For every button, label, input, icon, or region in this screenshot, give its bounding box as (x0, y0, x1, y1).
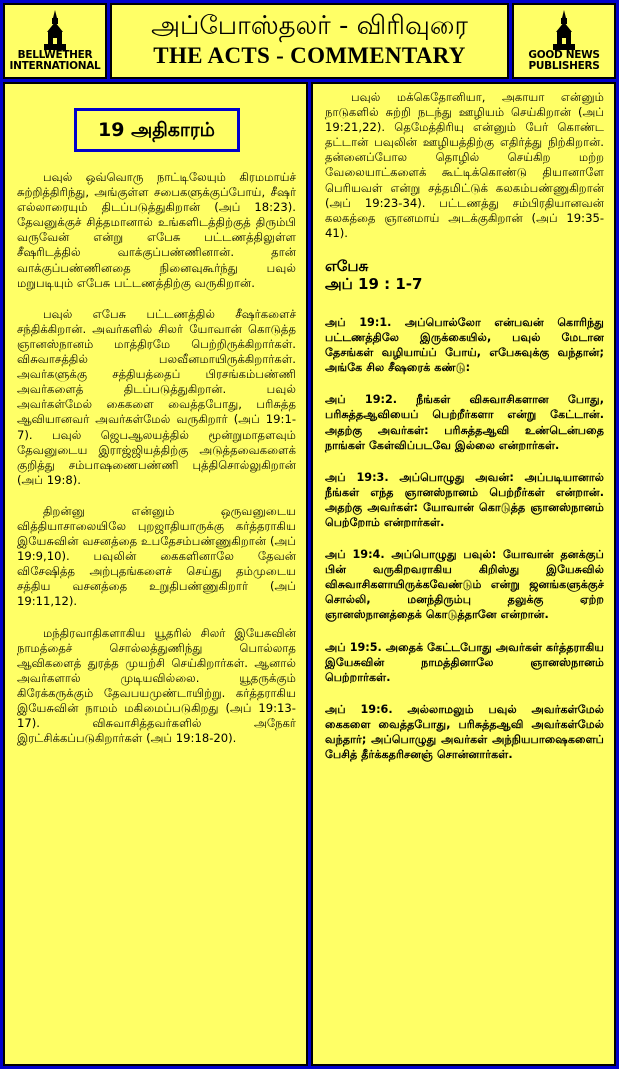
title-english: THE ACTS - COMMENTARY (153, 43, 466, 68)
paragraph-1: பவுல் ஒவ்வொரு நாட்டிலேயும் கிரமமாய்ச் சுற்றித்திரிந்து, அங்குள்ள சபைகளுக்குப்போய், சீஷர் எல்லாரையும் திடப்படுத்துகிறான் (அப் 18:23). தேவனுக்குச் சித்தமானால் உங்களிடத்திற்குத் திரும்பி வருவேன் என்று எபேசு பட்டணத்திலுள்ள சீஷரிடத்தில் வாக்குப்பண்ணினான். தான் வாக்குப்பண்ணினதை நினைவுகூர்ந்து பவுல் மறுபடியும் எபேசு பட்டணத்திற்கு வருகிறான். (17, 170, 296, 290)
chapter-label: 19 அதிகாரம் (74, 108, 240, 152)
right-logo-text: GOOD NEWS PUBLISHERS (528, 49, 600, 72)
church-tower-icon (553, 10, 575, 50)
page-header (110, 3, 509, 79)
paragraph-2: பவுல் எபேசு பட்டணத்தில் சீஷர்களைச் சந்திக்கிறான். அவர்களில் சிலர் யோவான் கொடுத்த ஞானஸ்நானம் மாத்திரமே பெற்றிருக்கிறார்கள். விசுவாசத்தில் பலவீனமாயிருக்கிறார்கள். அவர்களுக்கு சத்தியத்தைப் பிரசங்கம்பண்ணி அவர்களைத் திடப்படுத்துகிறான். பவுல் அவர்கள்மேல் கைகளை வைத்தபோது, பரிசுத்த ஆவியானவர் அவர்கள்மேல் வருகிறார் (அப் 19:1-7). பவுல் ஜெபஆலயத்தில் மூன்றுமாதளவும் தேவனுடைய இராஜ்ஜியத்திற்கு அடுத்தவைகளைக் குறித்து சம்பாஷணைபண்ணி புத்திசொல்லுகிறான் (அப் 19:8). (17, 306, 296, 487)
right-column (311, 82, 616, 1066)
verse-19-2: அப் 19:2. நீங்கள் விசுவாசிகளான போது, பரிசுத்தஆவியைப் பெற்றீர்களா என்று கேட்டான். அதற்கு அவர்கள்: பரிசுத்தஆவி உண்டென்பதை நாங்கள் கேள்விப்படவே இல்லை என்றார்கள். (325, 393, 604, 452)
verse-19-1: அப் 19:1. அப்பொல்லோ என்பவன் கொரிந்து பட்டணத்திலே இருக்கையில், பவுல் மேடான தேசங்கள் வழியாய்ப் போய், எபேசுவுக்கு வந்தான்; அங்கே சில சீஷரைக் கண்டு: (325, 315, 604, 375)
summary-paragraph: பவுல் மக்கெதோனியா, அகாயா என்னும் நாடுகளில் சுற்றி நடந்து ஊழியம் செய்கிறான் (அப் 19:21,22). தெமேத்திரியு என்னும் பேர் கொண்ட தட்டான் பவுலின் ஊழியத்திற்கு எதிர்த்து நிற்கிறான். தன்னைப்போல தொழில் செய்கிற மற்ற வேலையாட்களைக் கூட்டிக்கொண்டு தியானாளே பெரியவள் என்று சத்தமிட்டுக் கலகம்பண்ணுகிறான் (அப் 19:23-34). பட்டணத்து சம்பிரதியானவன் கலகத்தை ஞானமாய் அடக்குகிறான் (அப் 19:35-41). (325, 90, 604, 240)
bellwether-logo (3, 3, 107, 79)
section-heading (325, 257, 604, 293)
good-news-logo (512, 3, 616, 79)
verse-19-5: அப் 19:5. அதைக் கேட்டபோது அவர்கள் கர்த்தராகிய இயேசுவின் நாமத்தினாலே ஞானஸ்நானம் பெற்றார்கள். (325, 640, 604, 684)
verse-19-6: அப் 19:6. அல்லாமலும் பவுல் அவர்கள்மேல் கைகளை வைத்தபோது, பரிசுத்தஆவி அவர்கள்மேல் வந்தார்; அப்பொழுது அவர்கள் அந்நியபாஷைகளைப் பேசித் தீர்க்கதரிசனஞ் சொன்னார்கள். (325, 702, 604, 762)
left-logo-text: BELLWETHER INTERNATIONAL (9, 49, 101, 72)
section-reference: அப் 19 : 1-7 (325, 274, 423, 293)
church-tower-icon (44, 10, 66, 50)
title-tamil: அப்போஸ்தலர் - விரிவுரை (151, 11, 468, 41)
paragraph-3: திறன்னு என்னும் ஒருவனுடைய வித்தியாசாலையிலே புறஜாதியாருக்கு கர்த்தராகிய இயேசுவின் வசனத்தை உபதேசம்பண்ணுகிறான் (அப் 19:9,10). பவுலின் கைகளினாலே தேவன் விசேஷித்த அற்புதங்களைச் செய்து தம்முடைய சத்திய வசனத்தை உறுதிபண்ணுகிறார் (அப் 19:11,12). (17, 503, 296, 609)
section-title: எபேசு (325, 256, 369, 275)
paragraph-4: மந்திரவாதிகளாகிய யூதரில் சிலர் இயேசுவின் நாமத்தைச் சொல்லத்துணிந்து பொல்லாத ஆவிகளைத் துரத்த முயற்சி செய்கிறார்கள். ஆனால் அவர்களால் முடியவில்லை. யூதருக்கும் கிரேக்கருக்கும் தேவபயமுண்டாயிற்று. கர்த்தராகிய இயேசுவின் நாமம் மகிமைப்படுகிறது (அப் 19:13-17). விசுவாசித்தவர்களில் அநேகர் இரட்சிக்கப்படுகிறார்கள் (அப் 19:18-20). (17, 625, 296, 746)
verse-19-3: அப் 19:3. அப்பொழுது அவன்: அப்படியானால் நீங்கள் எந்த ஞானஸ்நானம் பெற்றீர்கள் என்றான். அதற்கு அவர்கள்: யோவான் கொடுத்த ஞானஸ்நானம் பெற்றோம் என்றார்கள். (325, 470, 604, 529)
left-column (3, 82, 308, 1066)
verse-19-4: அப் 19:4. அப்பொழுது பவுல்: யோவான் தனக்குப் பின் வருகிறவராகிய கிறிஸ்து இயேசுவில் விசுவாசிகளாயிருக்கவேண்டும் என்று ஜனங்களுக்குச் சொல்லி, மனந்திரும்பு தலுக்கு ஏற்ற ஞானஸ்நானத்தைக் கொடுத்தானே என்றான். (325, 548, 604, 622)
